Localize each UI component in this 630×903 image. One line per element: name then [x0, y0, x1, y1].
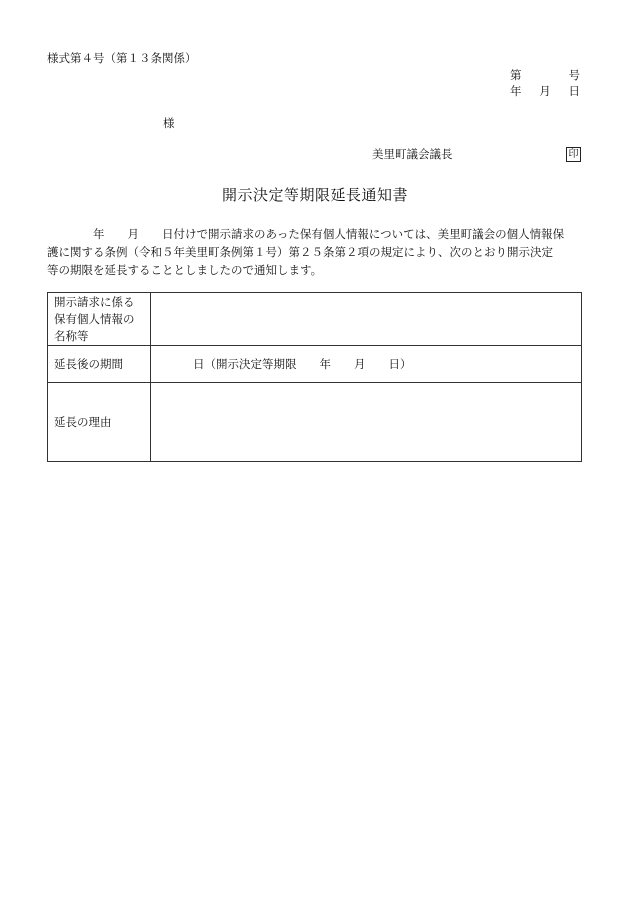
notice-body	[47, 225, 583, 279]
body-line: 護に関する条例（令和５年美里町条例第１号）第２５条第２項の規定により、次のとおり開示決定	[47, 245, 553, 259]
extension-reason-value	[151, 383, 582, 462]
document-number-suffix: 号	[568, 68, 580, 82]
table-row-information-name	[48, 293, 582, 346]
document-number	[510, 70, 580, 82]
body-line: 年 月 日付けで開示請求のあった保有個人情報については、美里町議会の個人情報保	[47, 227, 565, 241]
information-name-value	[151, 293, 582, 346]
extended-period-label: 延長後の期間	[48, 346, 151, 383]
date-month: 月	[539, 84, 551, 98]
document-number-prefix: 第	[510, 68, 522, 82]
seal-stamp: 印	[566, 147, 581, 162]
extended-period-text: 日（開示決定等期限 年 月 日）	[193, 357, 412, 371]
date-year: 年	[510, 84, 522, 98]
label-line: 保有個人情報の	[54, 312, 135, 326]
table-row-extended-period	[48, 346, 582, 383]
addressee-honorific: 様	[163, 116, 175, 130]
label-line: 名称等	[54, 329, 89, 343]
body-line: 等の期限を延長することとしましたので通知します。	[47, 263, 323, 277]
extended-period-value	[151, 346, 582, 383]
date-day: 日	[568, 84, 580, 98]
extension-reason-label: 延長の理由	[48, 383, 151, 462]
document-title: 開示決定等期限延長通知書	[221, 186, 408, 204]
label-line: 開示請求に係る	[54, 295, 135, 309]
information-name-label	[48, 293, 151, 346]
form-number: 様式第４号（第１３条関係）	[47, 51, 197, 65]
table-row-extension-reason	[48, 383, 582, 462]
issuer-name: 美里町議会議長	[372, 147, 453, 161]
extension-details-table	[47, 292, 582, 462]
document-date	[510, 86, 580, 98]
